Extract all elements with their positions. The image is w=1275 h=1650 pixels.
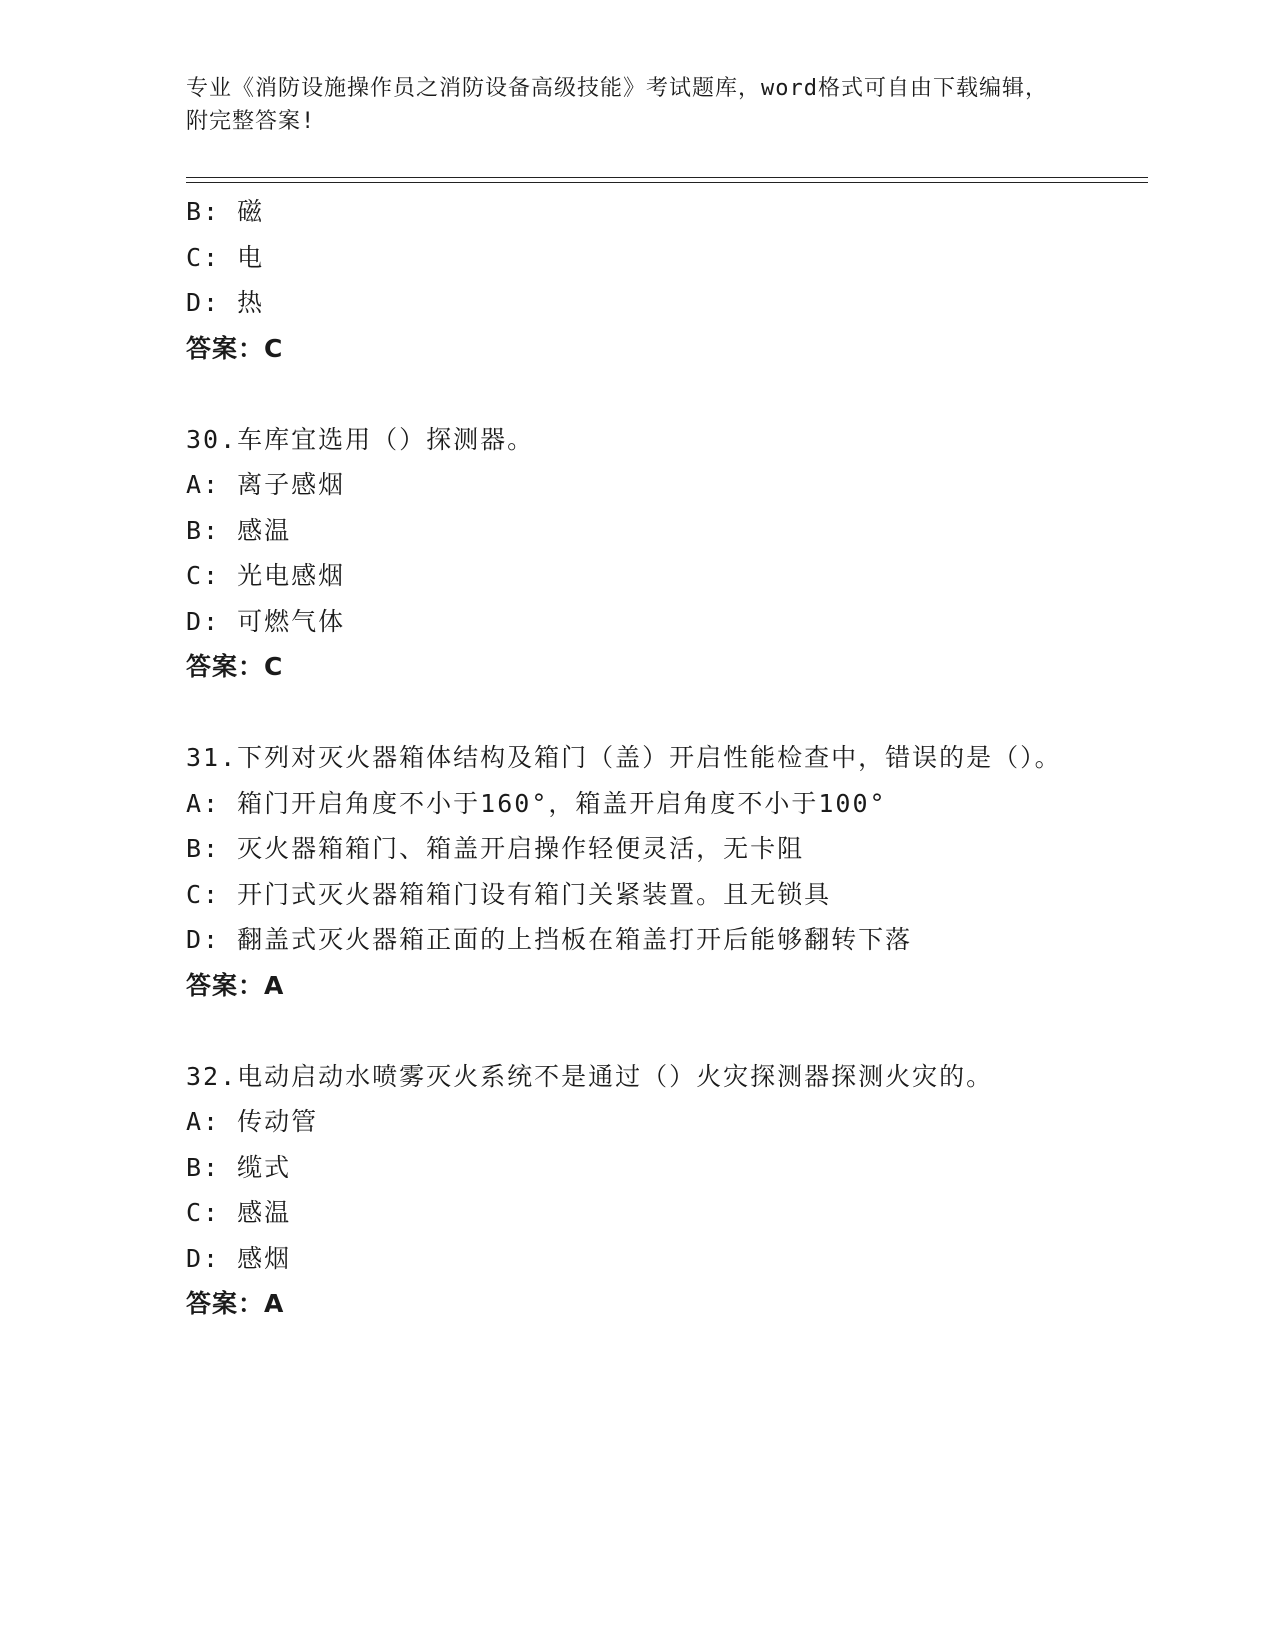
- answer-line: 答案：C: [186, 333, 284, 363]
- question-31: [186, 735, 1086, 1008]
- option-text: 开门式灭火器箱箱门设有箱门关紧装置。且无锁具: [237, 879, 832, 909]
- answer-line: 答案：C: [186, 652, 284, 681]
- option-text: 可燃气体: [237, 606, 346, 636]
- document-header: 专业《消防设施操作员之消防设备高级技能》考试题库，word格式可自由下载编辑，附完整答案!: [186, 76, 1048, 134]
- option-text: 感温: [237, 1198, 292, 1227]
- option-a: [186, 462, 1086, 508]
- option-text: 磁: [237, 197, 265, 226]
- option-letter: A:: [186, 1107, 221, 1136]
- option-letter: A:: [186, 788, 221, 818]
- option-c: [186, 235, 1086, 281]
- option-d: [186, 280, 1086, 326]
- answer-line: 答案：A: [186, 970, 285, 1000]
- option-letter: D:: [186, 925, 221, 954]
- question-30: [186, 417, 1086, 690]
- option-text: 感温: [237, 515, 292, 545]
- option-b: [186, 508, 1086, 554]
- option-letter: B:: [186, 515, 221, 545]
- option-text: 热: [237, 288, 265, 317]
- option-c: [186, 1190, 1086, 1236]
- option-letter: C:: [186, 242, 221, 272]
- spacer: [186, 690, 1086, 736]
- option-text: 传动管: [237, 1107, 319, 1136]
- option-text: 离子感烟: [237, 470, 346, 499]
- option-letter: D:: [186, 606, 221, 636]
- option-d: [186, 1236, 1086, 1282]
- option-text: 缆式: [237, 1152, 292, 1182]
- option-letter: C:: [186, 561, 221, 590]
- option-letter: C:: [186, 879, 221, 909]
- question-stem: 30.车库宜选用（）探测器。: [186, 424, 535, 454]
- option-text: 翻盖式灭火器箱正面的上挡板在箱盖打开后能够翻转下落: [237, 925, 913, 954]
- option-c: [186, 872, 1086, 918]
- option-text: 感烟: [237, 1243, 292, 1273]
- header-divider-top: [186, 177, 1148, 178]
- question-32: [186, 1054, 1086, 1327]
- option-letter: D:: [186, 288, 221, 317]
- option-text: 电: [237, 242, 265, 272]
- previous-question-tail: [186, 189, 1086, 371]
- option-a: [186, 1099, 1086, 1145]
- spacer: [186, 1008, 1086, 1054]
- option-d: [186, 917, 1086, 963]
- option-letter: C:: [186, 1198, 221, 1227]
- option-c: [186, 553, 1086, 599]
- option-b: [186, 189, 1086, 235]
- option-a: [186, 781, 1086, 827]
- option-letter: B:: [186, 1152, 221, 1182]
- answer-line: 答案：A: [186, 1289, 285, 1318]
- option-letter: B:: [186, 197, 221, 226]
- option-letter: D:: [186, 1243, 221, 1273]
- option-text: 光电感烟: [237, 561, 346, 590]
- question-stem: 32.电动启动水喷雾灭火系统不是通过（）火灾探测器探测火灾的。: [186, 1061, 994, 1091]
- question-content: [186, 189, 1086, 1327]
- header-divider-bottom: [186, 182, 1148, 183]
- option-d: [186, 599, 1086, 645]
- spacer: [186, 371, 1086, 417]
- question-stem: 31.下列对灭火器箱体结构及箱门（盖）开启性能检查中，错误的是（）。: [186, 743, 1062, 772]
- option-text: 灭火器箱箱门、箱盖开启操作轻便灵活，无卡阻: [237, 834, 805, 863]
- option-b: [186, 826, 1086, 872]
- option-letter: A:: [186, 470, 221, 499]
- option-b: [186, 1145, 1086, 1191]
- option-text: 箱门开启角度不小于160°，箱盖开启角度不小于100°: [237, 788, 887, 818]
- option-letter: B:: [186, 834, 221, 863]
